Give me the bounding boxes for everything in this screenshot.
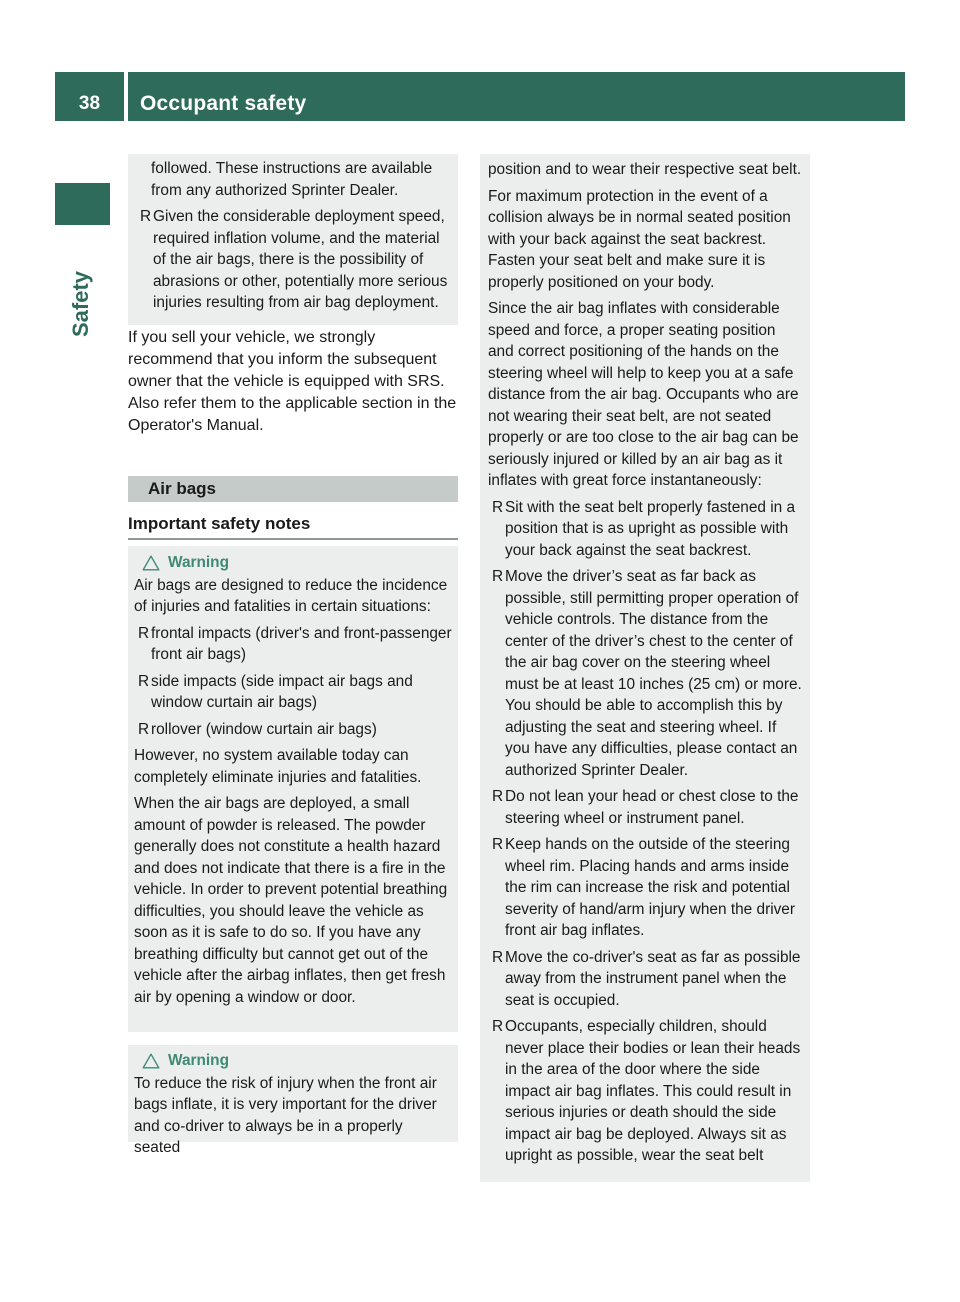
bullet-glyph: R [492, 788, 504, 805]
warning-intro: Air bags are designed to reduce the incidence of injuries and fatalities in certain situations: [134, 576, 448, 615]
warning-triangle-icon [142, 555, 160, 571]
warning-box-2 [128, 1045, 458, 1156]
warning-paragraph: To reduce the risk of injury when the front air bags inflate, it is very important for the driver and co-driver to always be in a properly seated [134, 1074, 437, 1156]
bullet-glyph: R [138, 672, 150, 690]
important-safety-notes-heading: Important safety notes [128, 514, 311, 533]
bullet-glyph: R [492, 568, 504, 585]
bullet-glyph: R [492, 948, 504, 966]
side-tab-label: Safety [68, 270, 93, 338]
bullet-glyph: R [138, 624, 150, 642]
box1-line: followed. These instructions are available [151, 160, 433, 177]
airbags-heading: Air bags [128, 476, 458, 502]
box1-bullet-text: Given the considerable deployment speed, required inflation volume, and the material of the air bags, there is the possibility of abrasions or other, potentially more serious injuries resulting from air bag deployment. [153, 208, 448, 311]
section-title: Occupant safety [140, 92, 307, 115]
continued-warning-box-right [480, 154, 810, 1182]
warning-label: Warning [168, 554, 229, 571]
list-item [488, 1016, 803, 1167]
list-item [134, 719, 452, 741]
warning-header [142, 1050, 452, 1072]
warning-paragraph: However, no system available today can completely eliminate injuries and fatalities. [134, 747, 422, 786]
list-item [136, 206, 450, 314]
warning-header [142, 552, 452, 574]
continued-warning-box [128, 154, 458, 325]
box1-line: from any authorized Sprinter Dealer. [151, 181, 399, 199]
bullet-glyph: R [138, 720, 150, 738]
bullet-glyph: R [492, 1018, 504, 1035]
warning-triangle-icon [142, 1053, 160, 1069]
page-number: 38 [78, 93, 101, 114]
paragraph: position and to wear their respective seat belt. [488, 161, 802, 178]
bullet-glyph: R [140, 208, 152, 225]
list-item-text: Keep hands on the outside of the steering wheel rim. Placing hands and arms inside the rim can increase the risk and potential severity of hand/arm injury when the driver front air bag inflates. [505, 836, 795, 939]
bullet-glyph: R [492, 498, 504, 516]
list-item [488, 786, 803, 829]
heading-rule [128, 538, 458, 540]
side-tab-marker [55, 183, 110, 225]
warning-paragraph: When the air bags are deployed, a small amount of powder is released. The powder generally does not constitute a health hazard and does not indicate that there is a fire in the vehicle. In order to prevent potential breathing difficulties, you should leave the vehicle as soon as it is safe to do so. If you have any breathing difficulty but cannot get out of the vehicle after the airbag inflates, then get fresh air by opening a window or door. [134, 795, 448, 1006]
list-item [134, 671, 452, 714]
list-item-text: Sit with the seat belt properly fastened in a position that is as upright as possible with your back against the seat backrest. [505, 498, 796, 559]
list-item [488, 947, 803, 1012]
list-item-text: rollover (window curtain air bags) [151, 720, 377, 738]
list-item [134, 623, 452, 666]
list-item [488, 497, 803, 562]
paragraph: For maximum protection in the event of a collision always be in normal seated position with your back against the seat backrest. Fasten your seat belt and make sure it is properly positioned on your body. [488, 187, 791, 291]
warning-box-1 [128, 546, 458, 1032]
sell-vehicle-paragraph: If you sell your vehicle, we strongly recommend that you inform the subsequent owner that the vehicle is equipped with SRS. Also refer them to the applicable section in the Operator's Manual. [128, 329, 457, 434]
list-item-text: Move the co-driver's seat as far as possible away from the instrument panel when the seat is occupied. [505, 948, 801, 1009]
bullet-glyph: R [492, 836, 504, 853]
list-item-text: Move the driver’s seat as far back as possible, still permitting proper operation of vehicle controls. The distance from the center of the driver’s chest to the center of the air bag cover on the steering wheel must be at least 10 inches (25 cm) or more. You should be able to accomplish this by adjusting the seat and steering wheel. If you have any difficulties, please contact an authorized Sprinter Dealer. [505, 568, 802, 779]
warning-label: Warning [168, 1052, 229, 1069]
list-item-text: Do not lean your head or chest close to the steering wheel or instrument panel. [505, 788, 799, 827]
list-item [488, 834, 803, 942]
list-item-text: Occupants, especially children, should never place their bodies or lean their heads in the area of the door where the side impact air bag inflates. This could result in serious injuries or death should the side impact air bag be deployed. Always sit as upright as possible, wear the seat belt [505, 1018, 801, 1164]
list-item-text: side impacts (side impact air bags and window curtain air bags) [151, 672, 413, 711]
paragraph: Since the air bag inflates with considerable speed and force, a proper seating position and correct positioning of the hands on the steering wheel will help to keep you at a safe distance from the air bag. Occupants who are not wearing their seat belt, are not seated properly or are too close to the air bag can be seriously injured or killed by an air bag as it inflates with great force instantaneously: [488, 300, 799, 489]
list-item [488, 566, 803, 781]
list-item-text: frontal impacts (driver's and front-passenger front air bags) [151, 624, 452, 663]
